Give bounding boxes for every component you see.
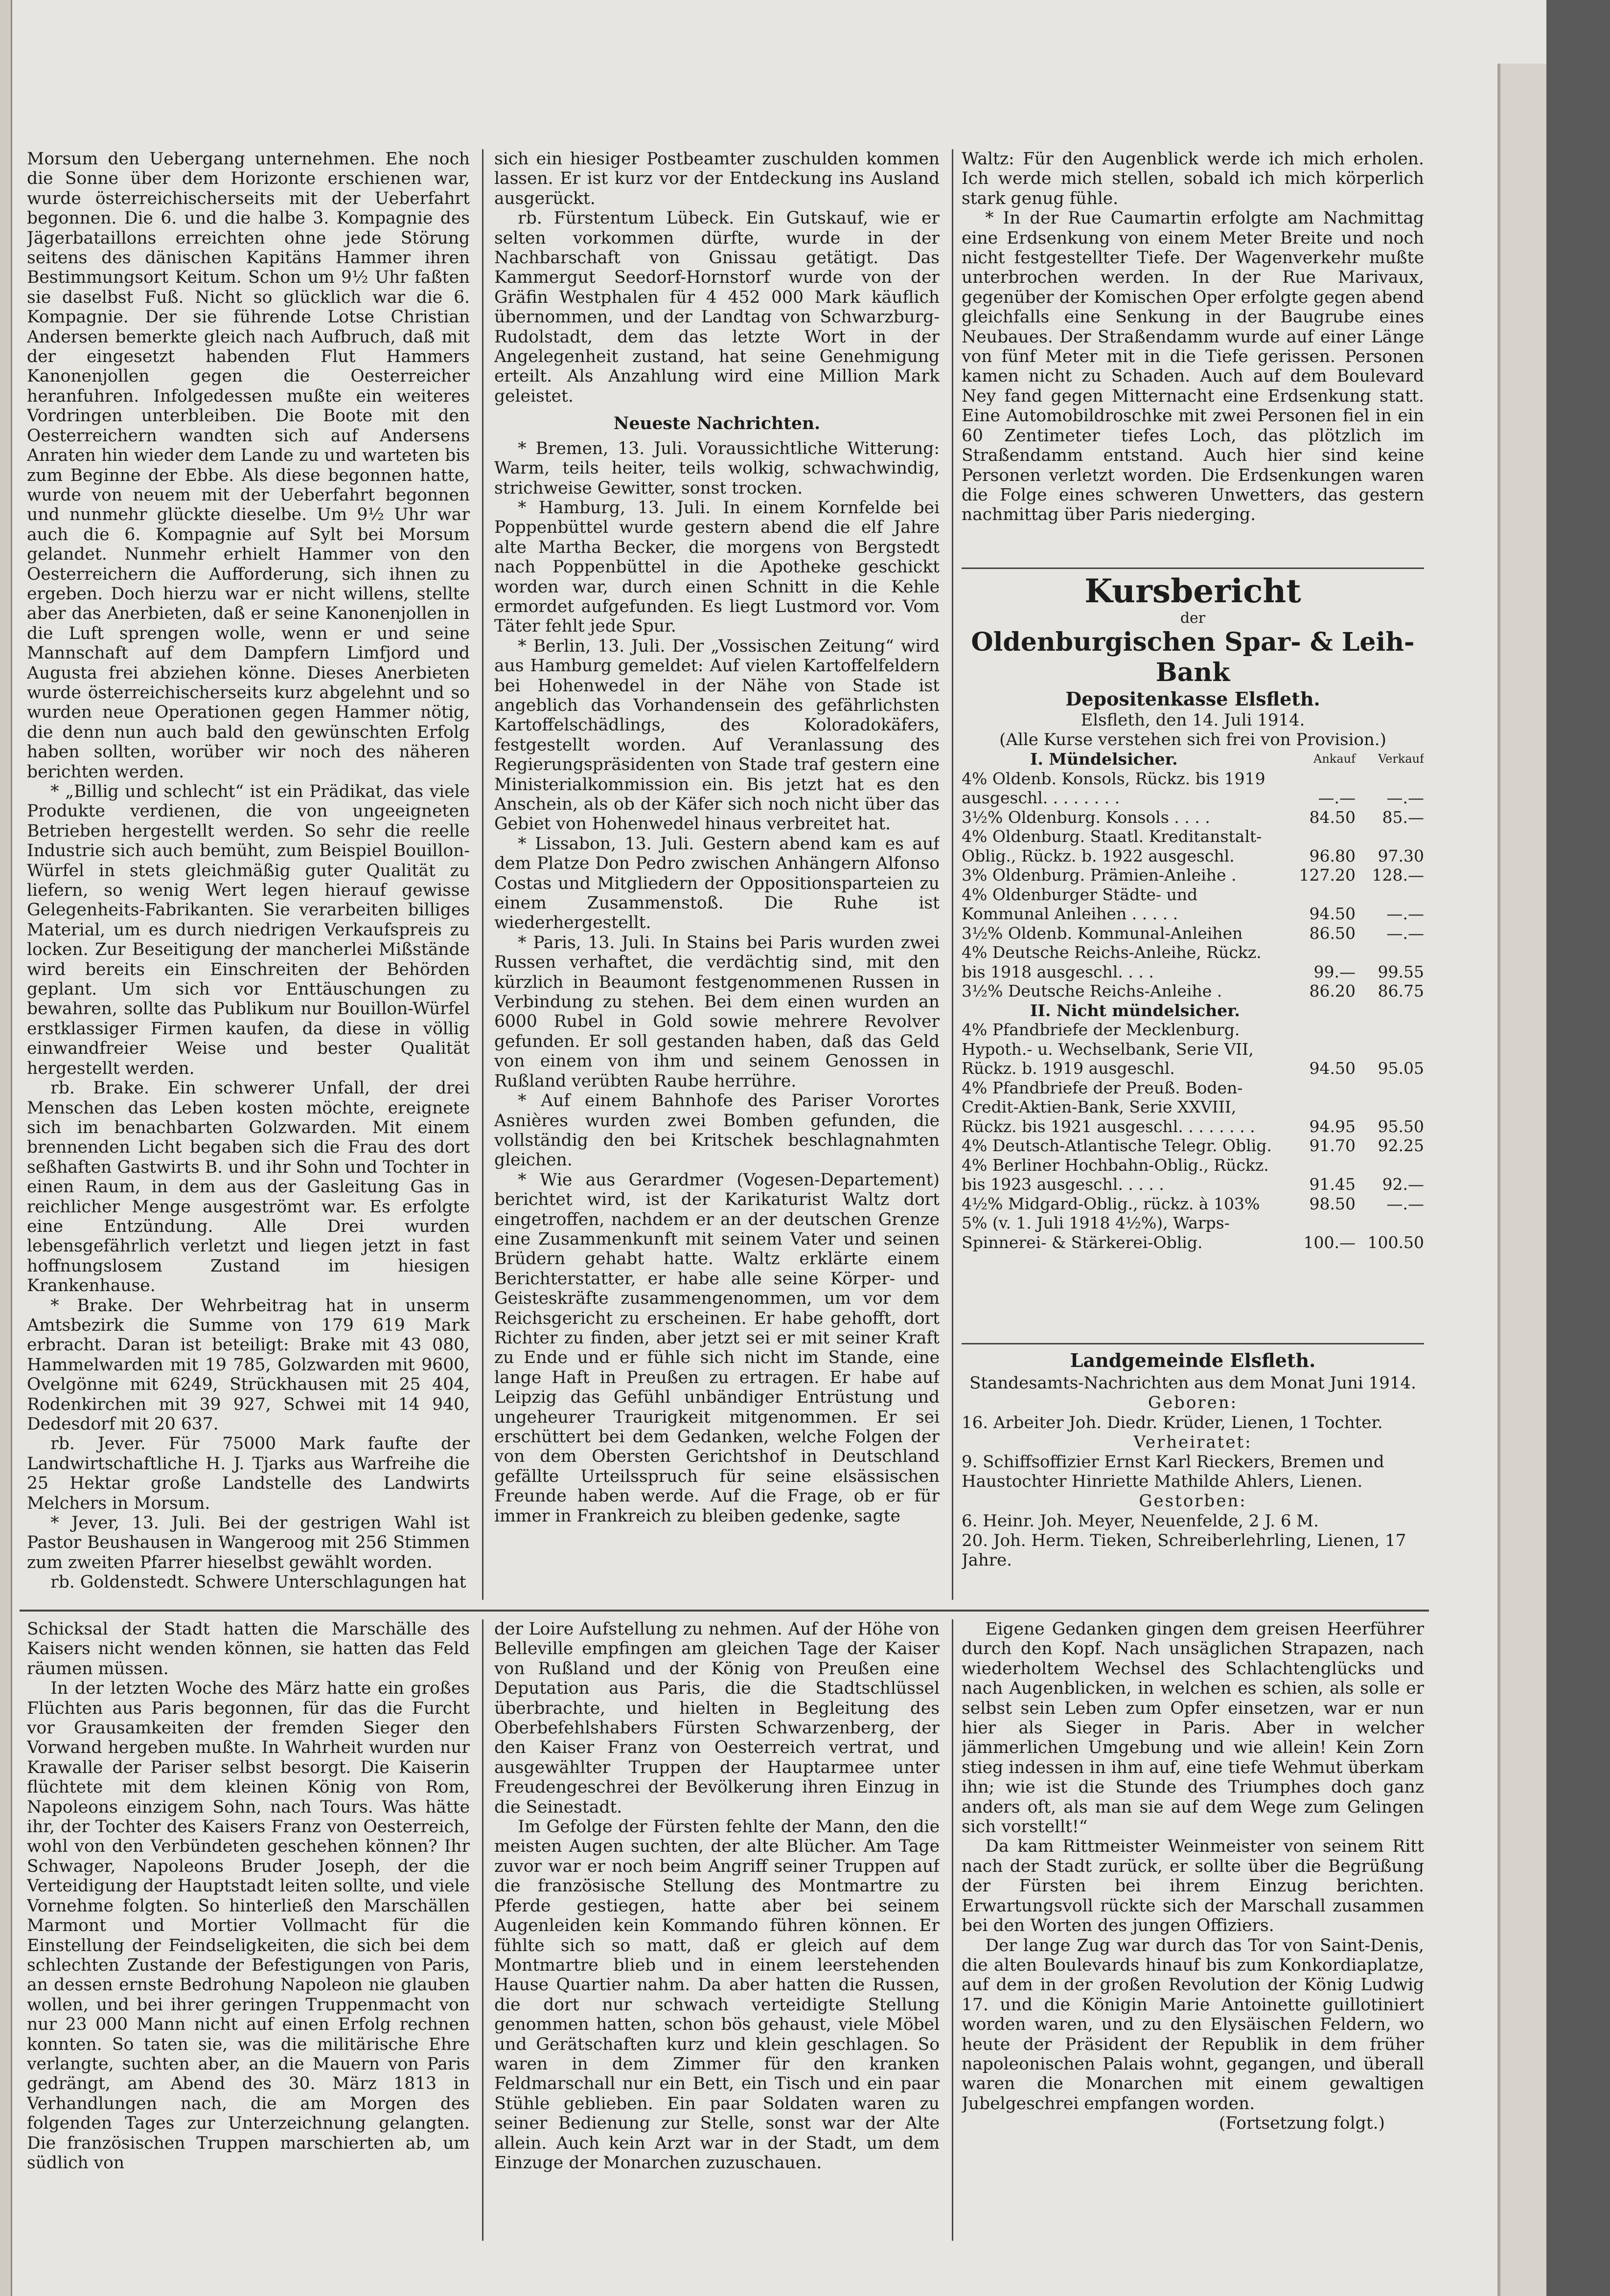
list-item: 16. Arbeiter Joh. Diedr. Krüder, Lienen, 1 Tochter. [962,1412,1383,1432]
previous-page-edge [0,0,12,2296]
column-3 [962,149,1424,565]
paragraph: Schicksal der Stadt hatten die Marschälle des Kaisers nicht wenden können, sie hatten das Feld räumen müssen. [27,1619,470,1679]
paragraph: * Berlin, 13. Juli. Der „Vossischen Zeitung“ wird aus Hamburg gemeldet: Auf vielen Kartoffelfeldern bei Hohenwedel in der Nähe von Stade ist angeblich das Vorhandensein des gefährlichsten Kartoffelschädlings, des Koloradokäfers, festgestellt worden. Auf Veranlassung des Regierungspräsidenten von Stade traf gestern eine Ministerialkommission ein. Bis jetzt hat es den Anschein, als ob der Käfer sich noch nicht über das Gebiet von Hohenwedel hinaus verbreitet hat. [494,636,940,834]
landgemeinde [962,1348,1424,1602]
rate-row [962,769,1424,808]
security-name: 4% Oldenb. Konsols, Rückz. bis 1919 ausgeschl. . . . . . . . [962,769,1265,807]
col-verkauf: Verkauf [1378,752,1424,766]
list-item: 6. Heinr. Joh. Meyer, Neuenfelde, 2 J. 6 M. [962,1511,1319,1531]
paragraph: rb. Goldenstedt. Schwere Unterschlagungen hat [50,1572,466,1592]
verkauf-value: —.— [1386,788,1424,807]
security-name: 4% Oldenburger Städte- und Kommunal Anleihen . . . . . [962,885,1198,923]
paragraph: * Auf einem Bahnhofe des Pariser Vorortes Asnières wurden zwei Bomben gefunden, die vollständig den bei Kritschek beschlagnahmten gleichen. [494,1091,940,1170]
verkauf-value: —.— [1386,904,1424,923]
verkauf-value: 92.25 [1378,1136,1424,1155]
paragraph: sich ein hiesiger Postbeamter zuschulden kommen lassen. Er ist kurz vor der Entdeckung ins Ausland ausgerückt. [494,149,940,208]
verkauf-value: 86.75 [1378,981,1424,1000]
rate-row [962,1213,1424,1252]
paragraph: rb. Brake. Ein schwerer Unfall, der drei Menschen das Leben kosten möchte, ereignete sich im benachbarten Golzwarden. Mit einem brennenden Licht begaben sich die Frau des dort seßhaften Gastwirts B. und ihr Sohn und Tochter in einen Raum, in dem aus der Gasleitung Gas in reichlicher Menge ausgeströmt war. Es erfolgte eine Entzündung. Alle Drei wurden lebensgefährlich verletzt und liegen jetzt in fast hoffnungslosem Zustand im hiesigen Krankenhause. [27,1078,470,1296]
paragraph: Morsum den Uebergang unternehmen. Ehe noch die Sonne über dem Horizonte erschienen war, wurde österreichischerseits mit der Ueberfahrt begonnen. Die 6. und die halbe 3. Kompagnie des Jägerbataillons erreichten ohne jede Störung seitens des dänischen Kapitäns Hammer ihren Bestimmungsort Keitum. Schon um 9½ Uhr faßten sie daselbst Fuß. Nicht so glücklich war die 6. Kompagnie. Der sie führende Lotse Christian Andersen bemerkte gleich nach Aufbruch, daß mit der eingesetzt habenden Flut Hammers Kanonenjollen gegen die Oesterreicher heranfuhren. Infolgedessen mußte ein weiteres Vordringen unterbleiben. Die Boote mit den Oesterreichern wandten sich auf Andersens Anraten hin wieder dem Lande zu und warteten bis zum Beginne der Ebbe. Als diese begonnen hatte, wurde von neuem mit der Ueberfahrt begonnen und nunmehr glückte dieselbe. Um 9½ Uhr war auch die 6. Kompagnie auf Sylt bei Morsum gelandet. Nunmehr erhielt Hammer von den Oesterreichern die Aufforderung, sich ihnen zu ergeben. Doch hierzu war er nicht willens, stellte aber das Anerbieten, daß er seine Kanonenjollen in die Luft sprengen wolle, wenn er und seine Mannschaft auf dem Dampfern Limfjord und Augusta frei abziehen könne. Dieses Anerbieten wurde österreichischerseits kurz abgelehnt und so wurden neue Operationen gegen Hammer nötig, die denn nun auch bald den gewünschten Erfolg haben sollten, worüber wir noch des näheren berichten werden. [27,149,470,782]
rate-row [962,1156,1424,1194]
security-name: 4½% Midgard-Oblig., rückz. à 103% [962,1194,1260,1213]
ankauf-value: 99.— [1313,962,1356,981]
verheiratet-label: Verheiratet: [1133,1432,1252,1452]
verkauf-value: 92.— [1382,1175,1424,1194]
col-ankauf: Ankauf [1313,752,1356,766]
security-name: 3½% Oldenburg. Konsols . . . . [962,807,1210,827]
section-heading: Neueste Nachrichten. [613,414,821,434]
bank-name: Oldenburgischen Spar- & Leih-Bank [971,627,1415,687]
section-label: II. Nicht mündelsicher. [1030,1000,1240,1020]
verkauf-value: —.— [1386,923,1424,943]
column-2 [494,149,940,1600]
security-name: 3½% Deutsche Reichs-Anleihe . [962,981,1222,1000]
rate-row [962,1020,1424,1078]
ankauf-value: 96.80 [1309,846,1356,865]
rate-row [962,808,1424,827]
rate-row [962,865,1424,885]
security-name: 4% Pfandbriefe der Mecklenburg. Hypoth.- u. Wechselbank, Serie VII, Rückz. b. 1919 ausgeschl. [962,1020,1254,1078]
rate-row [962,981,1424,1001]
paragraph: * Hamburg, 13. Juli. In einem Kornfelde bei Poppenbüttel wurde gestern abend die elf Jahre alte Martha Becker, die morgens von Bergstedt nach Poppenbüttel in die Apotheke geschickt worden war, durch einen Schnitt in die Kehle ermordet aufgefunden. Es liegt Lustmord vor. Vom Täter fehlt jede Spur. [494,498,940,637]
ankauf-value: 86.50 [1309,923,1356,943]
paragraph: rb. Fürstentum Lübeck. Ein Gutskauf, wie er selten vorkommen dürfte, wurde in der Nachbarschaft von Gnissau getätigt. Das Kammergut Seedorf-Hornstorf wurde von der Gräfin Westphalen für 4 452 000 Mark käuflich übernommen, und der Landtag von Schwarzburg-Rudolstadt, dem das letzte Wort in der Angelegenheit zustand, hat seine Genehmigung erteilt. Als Anzahlung wird eine Million Mark geleistet. [494,208,940,406]
paragraph: Da kam Rittmeister Weinmeister von seinem Ritt nach der Stadt zurück, er sollte über die Begrüßung der Fürsten bei ihrem Einzug berichten. Erwartungsvoll rückte sich der Marschall zusammen bei den Worten des jungen Offiziers. [962,1837,1424,1936]
security-name: 4% Pfandbriefe der Preuß. Boden-Credit-Aktien-Bank, Serie XXVIII, Rückz. bis 1921 ausgeschl. . . . . . . . [962,1078,1255,1136]
ankauf-value: 98.50 [1309,1194,1356,1213]
rule [962,568,1424,569]
landgemeinde-subtitle: Standesamts-Nachrichten aus dem Monat Juni 1914. [969,1373,1416,1393]
section-row [962,1001,1424,1021]
ankauf-value: 94.95 [1309,1116,1356,1136]
kursbericht-title: Kursbericht [1084,572,1301,610]
paragraph: * Brake. Der Wehrbeitrag hat in unserm Amtsbezirk die Summe von 179 619 Mark erbracht. Daran ist beteiligt: Brake mit 43 080, Hammelwarden mit 19 785, Golzwarden mit 9600, Ovelgönne mit 6249, Strückhausen mit 25 404, Rodenkirchen mit 39 927, Schwei mit 14 940, Dedesdorf mit 20 637. [27,1296,470,1434]
geboren-label: Geboren: [1148,1393,1238,1413]
depot-name: Depositenkasse Elsfleth. [1065,688,1320,710]
kursbericht-der: der [1180,610,1206,627]
paragraph: Waltz: Für den Augenblick werde ich mich erholen. Ich werde mich stellen, sobald ich mich körperlich stark genug fühle. [962,149,1424,208]
rate-row [962,1078,1424,1137]
rate-row [962,1194,1424,1214]
paragraph: der Loire Aufstellung zu nehmen. Auf der Höhe von Belleville empfingen am gleichen Tage der Kaiser von Rußland und der König von Preußen eine Deputation aus Paris, die die Stadtschlüssel überbrachte, und hielten in Begleitung des Oberbefehlshabers Fürsten Schwarzenberg, der den Kaiser Franz von Oesterreich vertrat, und ausgewählter Truppen der Hauptarmee unter Freudengeschrei der Bevölkerung ihren Einzug in die Seinestadt. [494,1619,940,1817]
verkauf-value: 85.— [1382,807,1424,827]
rates-table [962,750,1424,1252]
column-divider [952,149,953,1600]
paragraph: * Paris, 13. Juli. In Stains bei Paris wurden zwei Russen verhaftet, die verdächtig sind, mit den kürzlich in Beaumont festgenommenen Russen in Verbindung zu stehen. Bei dem einen wurden an 6000 Rubel in Gold sowie mehrere Revolver gefunden. Er soll gestanden haben, daß das Geld von einem von ihm und seinem Genossen in Rußland verübten Raube herrühre. [494,932,940,1091]
ankauf-value: 94.50 [1309,1059,1356,1078]
paragraph: * Wie aus Gerardmer (Vogesen-Departement) berichtet wird, ist der Karikaturist Waltz dort eingetroffen, nachdem er an der deutschen Grenze eine Zusammenkunft mit seinem Vater und seinen Brüdern gehabt hatte. Waltz erklärte einem Berichterstatter, er habe alle seine Körper- und Geisteskräfte zusammengenommen, um vor dem Reichsgericht zu erscheinen. Er habe gehofft, dort Richter zu finden, aber jetzt sei er mit seiner Kraft zu Ende und er fühle sich nicht im Stande, eine lange Haft in Preußen zu ertragen. Er habe auf Leipzig das Gefühl unbändiger Entrüstung und ungeheurer Traurigkeit mitgenommen. Er sei erschüttert bei dem Gedanken, welche Folgen der von dem Obersten Gerichtshof in Deutschland gefällte Urteilsspruch für seine elsässischen Freunde haben werde. Auf die Frage, ob er für immer in Frankreich zu bleiben gedenke, sagte [494,1170,940,1526]
security-name: 5% (v. 1. Juli 1918 4½%), Warps-Spinnerei- & Stärkerei-Oblig. [962,1213,1230,1252]
list-item: 20. Joh. Herm. Tieken, Schreiberlehrling, Lienen, 17 Jahre. [962,1530,1406,1570]
ankauf-value: 94.50 [1309,904,1356,923]
verkauf-value: 95.50 [1378,1116,1424,1136]
paragraph: rb. Jever. Für 75000 Mark faufte der Landwirtschaftliche H. J. Tjarks aus Warfreihe die 25 Hektar große Landstelle des Landwirts Melchers in Morsum. [27,1434,470,1513]
ankauf-value: 84.50 [1309,807,1356,827]
verkauf-value: 95.05 [1378,1059,1424,1078]
paragraph: * Bremen, 13. Juli. Voraussichtliche Witterung: Warm, teils heiter, teils wolkig, schwachwindig, strichweise Gewitter, sonst trocken. [494,438,940,498]
paragraph: * Lissabon, 13. Juli. Gestern abend kam es auf dem Platze Don Pedro zwischen Anhängern Alfonso Costas und Mitgliedern der Oppositionsparteien zu einem Zusammenstoß. Die Ruhe ist wiederhergestellt. [494,834,940,933]
landgemeinde-title: Landgemeinde Elsfleth. [1070,1349,1316,1371]
verkauf-value: 99.55 [1378,962,1424,981]
list-item: 9. Schiffsoffizier Ernst Karl Rieckers, Bremen und Haustochter Hinriette Mathilde Ahlers, Lienen. [962,1452,1384,1492]
security-name: 3½% Oldenb. Kommunal-Anleihen [962,923,1243,943]
security-name: 4% Oldenburg. Staatl. Kreditanstalt-Oblig., Rückz. b. 1922 ausgeschl. [962,827,1262,865]
verkauf-value: 100.50 [1367,1232,1424,1252]
feuilleton-column-3 [962,1619,1424,2241]
paragraph: * Jever, 13. Juli. Bei der gestrigen Wahl ist Pastor Beushausen in Wangeroog mit 256 Stimmen zum zweiten Pfarrer hieselbst gewählt worden. [27,1513,470,1572]
paragraph: Der lange Zug war durch das Tor von Saint-Denis, die alten Boulevards hinauf bis zum Konkordiaplatze, auf dem in der großen Revolution der König Ludwig 17. und die Königin Marie Antoinette guillotiniert worden waren, und zu den Elysäischen Feldern, wo heute der Präsident der Republik in dem früher napoleonischen Palais wohnt, gegangen, und überall waren die Monarchen mit einem gewaltigen Jubelgeschrei empfangen worden. [962,1935,1424,2114]
report-date: Elsfleth, den 14. Juli 1914. [1081,710,1305,730]
report-note: (Alle Kurse verstehen sich frei von Provision.) [999,730,1386,750]
ankauf-value: 91.45 [1309,1175,1356,1194]
paragraph: Im Gefolge der Fürsten fehlte der Mann, den die meisten Augen suchten, der alte Blücher. Am Tage zuvor war er noch beim Angriff seiner Truppen auf die französische Stellung des Montmartre zu Pferde gestiegen, hatte aber bei seinem Augenleiden kein Kommando führen können. Er fühlte sich so matt, daß er gleich auf dem Montmartre blieb und in einem leerstehenden Hause Quartier nahm. Da aber hatten die Russen, die dort nur schwach verteidigte Stellung genommen hatten, schon bös gehaust, viele Möbel und Gerätschaften kurz und klein geschlagen. So waren in dem Zimmer für den kranken Feldmarschall nur ein Bett, ein Tisch und ein paar Stühle geblieben. Ein paar Soldaten waren zu seiner Bedienung zur Stelle, sonst war der Alte allein. Auch kein Arzt war in der Stadt, um dem Einzuge der Monarchen zuzuschauen. [494,1817,940,2173]
paragraph: In der letzten Woche des März hatte ein großes Flüchten aus Paris begonnen, für das die Furcht vor Grausamkeiten der fremden Sieger den Vorwand hergeben mußte. In Wahrheit wurden nur Krawalle der Pariser selbst besorgt. Die Kaiserin flüchtete mit dem kleinen König von Rom, Napoleons einzigem Sohn, nach Tours. Was hätte ihr, der Tochter des Kaisers Franz von Oesterreich, wohl von den Verbündeten geschehen können? Ihr Schwager, Napoleons Bruder Joseph, der die Verteidigung der Hauptstadt leiten sollte, und viele Vornehme folgten. So hinterließ den Marschällen Marmont und Mortier Vollmacht für die Einstellung der Feindseligkeiten, die sich bei dem schlechten Zustande der Befestigungen von Paris, an dessen ernste Bedrohung Napoleon nie glauben wollen, und bei ihrer geringen Truppenmacht von nur 23 000 Mann nicht auf einen Erfolg rechnen konnten. So taten sie, was die militärische Ehre verlangte, suchten aber, an die Mauern von Paris gedrängt, am Abend des 30. März 1813 in Verhandlungen nach, die am Morgen des folgenden Tages zur Unterzeichnung gelangten. Die französischen Truppen marschierten ab, um südlich von [27,1679,470,2173]
paragraph: Eigene Gedanken gingen dem greisen Heerführer durch den Kopf. Nach unsäglichen Strapazen, nach wiederholtem Wechsel des Schlachtenglücks und nach Augenblicken, in welchen es schien, als solle er selbst sein Leben zum Opfer einsetzen, war er nun hier als Sieger in Paris. Aber in welcher jämmerlichen Umgebung und wie allein! Kein Zorn stieg indessen in ihm auf, eine tiefe Wehmut überkam ihn; wie ist die Stunde des Triumphes doch ganz anders oft, als man sie auf dem Wege zum Gelingen sich vorstellt!“ [962,1619,1424,1837]
gestorben-label: Gestorben: [1139,1491,1247,1511]
feuilleton-column-1 [27,1619,470,2241]
kursbericht [962,572,1424,1341]
feuilleton-rule [20,1610,1429,1612]
verkauf-value: —.— [1386,1194,1424,1213]
column-divider [952,1619,953,2241]
section-label: I. Mündelsicher. [1030,750,1178,769]
security-name: 4% Deutsch-Atlantische Telegr. Oblig. [962,1136,1272,1155]
paragraph: * In der Rue Caumartin erfolgte am Nachmittag eine Erdsenkung von einem Meter Breite und noch nicht festgestellter Tiefe. Der Wagenverkehr mußte unterbrochen werden. In der Rue Marivaux, gegenüber der Komischen Oper erfolgte gegen abend gleichfalls eine Senkung in der Baugrube eines Neubaues. Der Straßendamm wurde auf einer Länge von fünf Meter mit in die Tiefe gerissen. Personen kamen nicht zu Schaden. Auch auf dem Boulevard Ney fand gegen Mitternacht eine Erdsenkung statt. Eine Automobildroschke mit zwei Personen fiel in ein 60 Zentimeter tiefes Loch, das plötzlich im Straßendamm entstand. Auch hier sind keine Personen verletzt worden. Die Erdsenkungen waren die Folge eines schweren Unwetters, das gestern nachmittag über Paris niederging. [962,208,1424,525]
rate-row [962,885,1424,924]
security-name: 3% Oldenburg. Prämien-Anleihe . [962,865,1237,885]
rates-header-row [962,750,1424,769]
rate-row [962,827,1424,865]
ankauf-value: —.— [1318,788,1356,807]
rate-row [962,924,1424,943]
page-edge-right [1497,64,1546,2296]
rule [962,1343,1424,1344]
column-divider [482,1619,483,2241]
ankauf-value: 100.— [1303,1232,1356,1252]
ankauf-value: 127.20 [1299,865,1356,885]
verkauf-value: 97.30 [1378,846,1424,865]
ankauf-value: 91.70 [1309,1136,1356,1155]
rate-row [962,1136,1424,1156]
feuilleton-column-2 [494,1619,940,2241]
rate-row [962,943,1424,981]
paragraph: * „Billig und schlecht“ ist ein Prädikat, das viele Produkte verdienen, die von ungeeigneten Betrieben hergestellt werden. So sehr die reelle Industrie sich auch bemüht, zum Beispiel Bouillon-Würfel in stets gleichmäßig guter Qualität zu liefern, so wenig Wert legen hierauf gewisse Gelegenheits-Fabrikanten. Sie verarbeiten billiges Material, um es durch niedrigen Verkaufspreis zu locken. Zur Beseitigung der mancherlei Mißstände wird bereits ein Einschreiten der Behörden geplant. Um sich vor Enttäuschungen zu bewahren, sollte das Publikum nur Bouillon-Würfel erstklassiger Firmen kaufen, da diese in völlig einwandfreier Weise und bester Qualität hergestellt werden. [27,782,470,1078]
column-divider [482,149,483,1600]
security-name: 4% Deutsche Reichs-Anleihe, Rückz. bis 1918 ausgeschl. . . . [962,943,1262,981]
verkauf-value: 128.— [1372,865,1424,885]
ankauf-value: 86.20 [1309,981,1356,1000]
security-name: 4% Berliner Hochbahn-Oblig., Rückz. bis 1923 ausgeschl. . . . . [962,1155,1269,1194]
continuation-note: (Fortsetzung folgt.) [1219,2114,1385,2134]
column-1 [27,149,470,1600]
